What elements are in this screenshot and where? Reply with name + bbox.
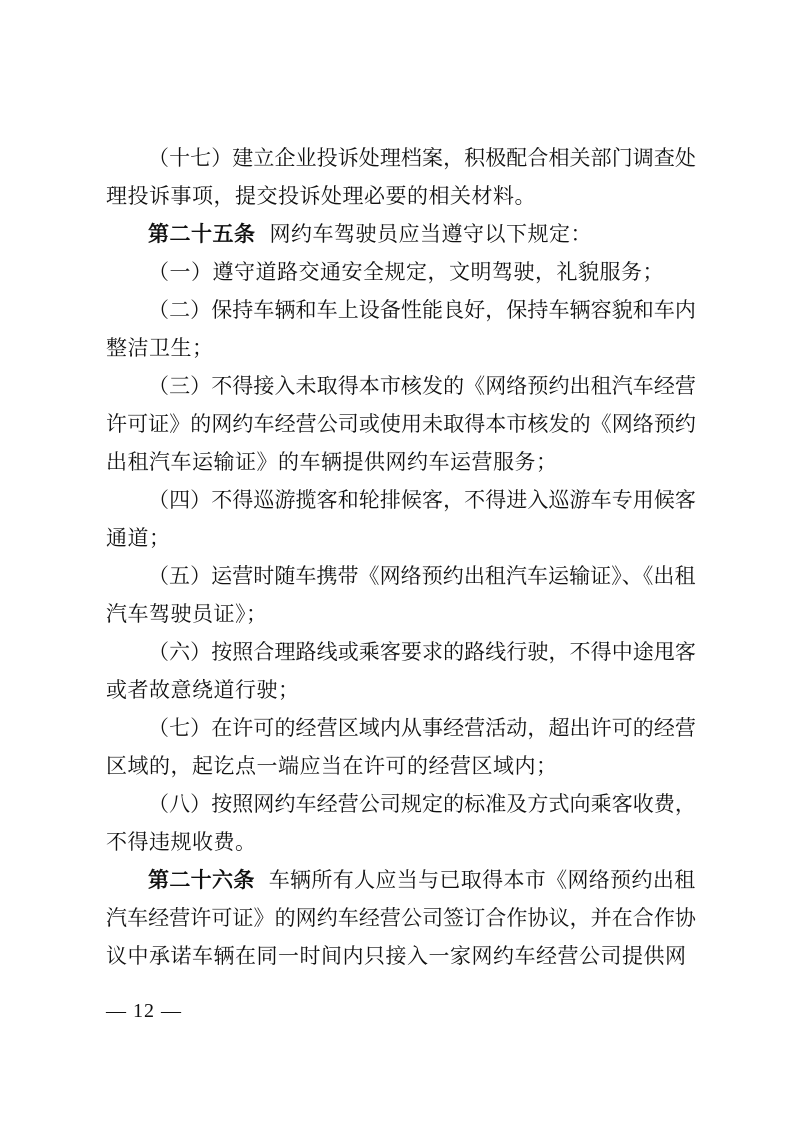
- clause-paragraph: [106, 253, 696, 291]
- text-line: [106, 633, 696, 671]
- line-text: （八）按照网约车经营公司规定的标准及方式向乘客收费，: [148, 792, 696, 816]
- line-text: 网约车驾驶员应当遵守以下规定：: [269, 222, 592, 246]
- text-line: [106, 443, 696, 481]
- text-line: [106, 899, 696, 937]
- line-text: （六）按照合理路线或乘客要求的路线行驶，不得中途甩客: [148, 640, 696, 664]
- article-heading: 第二十五条: [148, 222, 256, 246]
- text-line: [106, 481, 696, 519]
- body-text: [106, 139, 696, 975]
- line-text: （五）运营时随车携带《网络预约出租汽车运输证》、《出租: [148, 564, 696, 588]
- clause-paragraph: [106, 367, 696, 481]
- text-line: [106, 557, 696, 595]
- text-line: [106, 709, 696, 747]
- line-text: 出租汽车运输证》的车辆提供网约车运营服务；: [106, 450, 558, 474]
- line-text: 整洁卫生；: [106, 336, 214, 360]
- page-number: — 12 —: [106, 1000, 182, 1022]
- line-text: 理投诉事项，提交投诉处理必要的相关材料。: [106, 184, 536, 208]
- text-line: [106, 139, 696, 177]
- text-line: [106, 519, 696, 557]
- text-line: [106, 785, 696, 823]
- line-text: 不得违规收费。: [106, 830, 257, 854]
- clause-paragraph: [106, 633, 696, 709]
- line-text: 议中承诺车辆在同一时间内只接入一家网约车经营公司提供网: [106, 944, 687, 968]
- line-text: （一）遵守道路交通安全规定，文明驾驶，礼貌服务；: [148, 260, 664, 284]
- text-line: [106, 367, 696, 405]
- text-line: [106, 329, 696, 367]
- line-text: （十七）建立企业投诉处理档案，积极配合相关部门调查处: [148, 146, 696, 170]
- line-text: 区域的，起讫点一端应当在许可的经营区域内；: [106, 754, 558, 778]
- clause-paragraph: [106, 291, 696, 367]
- text-line: [106, 291, 696, 329]
- text-line: [106, 747, 696, 785]
- clause-paragraph: [106, 481, 696, 557]
- line-text: 汽车经营许可证》的网约车经营公司签订合作协议，并在合作协: [106, 906, 696, 930]
- text-line: [106, 937, 696, 975]
- article-heading: 第二十六条: [148, 868, 255, 892]
- line-text: 汽车驾驶员证》；: [106, 602, 268, 626]
- line-text: 或者故意绕道行驶；: [106, 678, 300, 702]
- line-text: （三）不得接入未取得本市核发的《网络预约出租汽车经营: [148, 374, 696, 398]
- line-text: 通道；: [106, 526, 171, 550]
- article-paragraph: [106, 215, 696, 253]
- text-line: [106, 405, 696, 443]
- text-line: [106, 215, 696, 253]
- line-text: （二）保持车辆和车上设备性能良好，保持车辆容貌和车内: [148, 298, 696, 322]
- clause-paragraph: [106, 709, 696, 785]
- line-text: 车辆所有人应当与已取得本市《网络预约出租: [268, 868, 696, 892]
- clause-paragraph: [106, 139, 696, 215]
- text-line: [106, 671, 696, 709]
- article-paragraph: [106, 861, 696, 975]
- text-line: [106, 595, 696, 633]
- clause-paragraph: [106, 557, 696, 633]
- line-text: （四）不得巡游揽客和轮排候客，不得进入巡游车专用候客: [148, 488, 696, 512]
- line-text: 许可证》的网约车经营公司或使用未取得本市核发的《网络预约: [106, 412, 696, 436]
- line-text: （七）在许可的经营区域内从事经营活动，超出许可的经营: [148, 716, 696, 740]
- text-line: [106, 861, 696, 899]
- text-line: [106, 253, 696, 291]
- clause-paragraph: [106, 785, 696, 861]
- text-line: [106, 177, 696, 215]
- text-line: [106, 823, 696, 861]
